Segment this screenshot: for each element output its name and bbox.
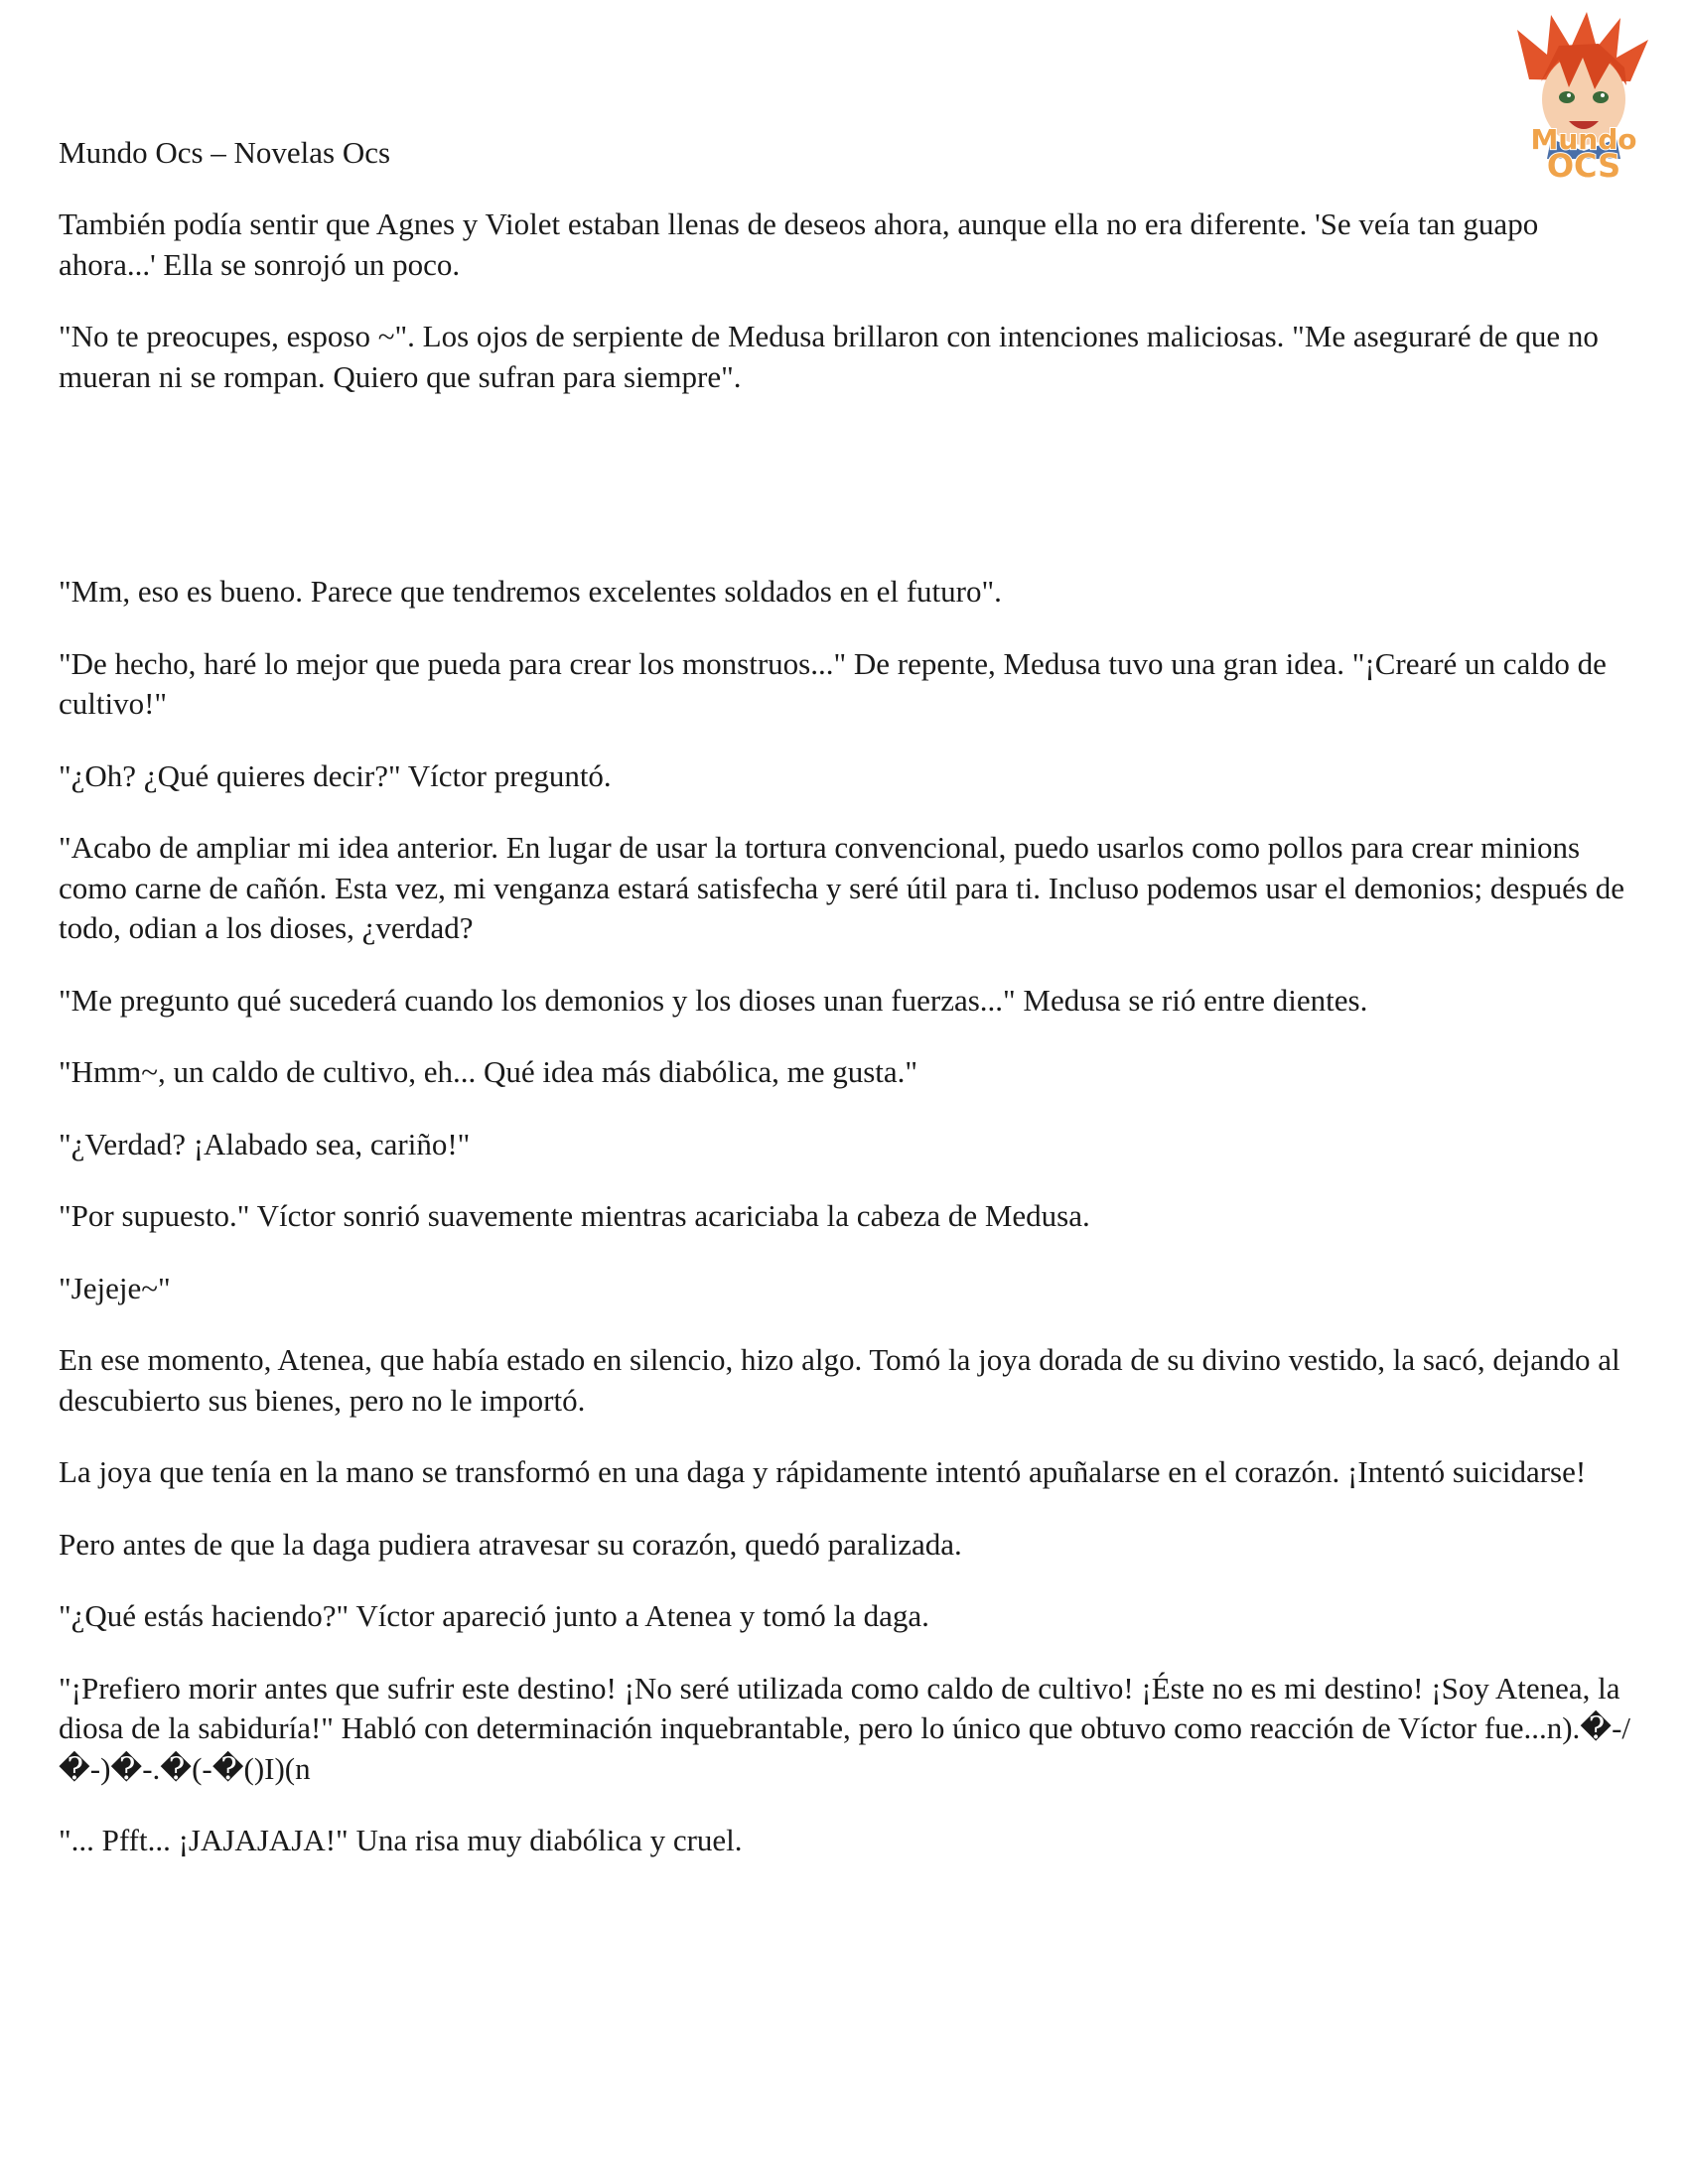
paragraph: "Mm, eso es bueno. Parece que tendremos excelentes soldados en el futuro". (59, 574, 1002, 609)
paragraph: "¡Prefiero morir antes que sufrir este destino! ¡No seré utilizada como caldo de cultivo! ¡Éste no es mi destino! ¡Soy Atenea, la diosa de la sabiduría!" Habló con determinación inquebrantable, pero lo único que obtuvo como reacción de Víctor fue...n).�-/�-)�-.�(-�()I)(n (59, 1670, 1631, 1786)
mundo-ocs-logo (1499, 10, 1668, 184)
paragraph: "Hmm~, un caldo de cultivo, eh... Qué idea más diabólica, me gusta." (59, 1054, 918, 1089)
paragraph: La joya que tenía en la mano se transformó en una daga y rápidamente intentó apuñalarse en el corazón. ¡Intentó suicidarse! (59, 1454, 1587, 1489)
paragraph: "¿Verdad? ¡Alabado sea, cariño!" (59, 1126, 471, 1161)
paragraph: "De hecho, haré lo mejor que pueda para crear los monstruos..." De repente, Medusa tuvo una gran idea. "¡Crearé un caldo de cultivo!" (59, 645, 1607, 721)
document-header: Mundo Ocs – Novelas Ocs (59, 135, 391, 170)
svg-text:OCS: OCS (1546, 147, 1621, 184)
paragraph: También podía sentir que Agnes y Violet estaban llenas de deseos ahora, aunque ella no era diferente. 'Se veía tan guapo ahora...' Ella se sonrojó un poco. (59, 206, 1539, 282)
svg-text:Mundo: Mundo (1530, 123, 1637, 156)
paragraph: "Por supuesto." Víctor sonrió suavemente mientras acariciaba la cabeza de Medusa. (59, 1198, 1090, 1233)
document-body (59, 205, 1637, 1893)
logo-character-icon (1499, 10, 1668, 184)
blank-gap (59, 429, 1637, 572)
paragraph: "Jejeje~" (59, 1270, 171, 1305)
paragraph: "No te preocupes, esposo ~". Los ojos de serpiente de Medusa brillaron con intenciones maliciosas. "Me aseguraré de que no mueran ni se rompan. Quiero que sufran para siempre". (59, 319, 1599, 394)
paragraph: "¿Oh? ¿Qué quieres decir?" Víctor preguntó. (59, 757, 612, 793)
paragraph: En ese momento, Atenea, que había estado en silencio, hizo algo. Tomó la joya dorada de su divino vestido, la sacó, dejando al descubierto sus bienes, pero no le importó. (59, 1342, 1620, 1418)
paragraph: "... Pfft... ¡JAJAJAJA!" Una risa muy diabólica y cruel. (59, 1823, 743, 1857)
paragraph: Pero antes de que la daga pudiera atravesar su corazón, quedó paralizada. (59, 1526, 962, 1562)
paragraph: "Acabo de ampliar mi idea anterior. En lugar de usar la tortura convencional, puedo usarlos como pollos para crear minions como carne de cañón. Esta vez, mi venganza estará satisfecha y seré útil para ti. Incluso podemos usar el demonios; después de todo, odian a los dioses, ¿verdad? (59, 830, 1624, 945)
paragraph: "¿Qué estás haciendo?" Víctor apareció junto a Atenea y tomó la daga. (59, 1598, 929, 1633)
paragraph: "Me pregunto qué sucederá cuando los demonios y los dioses unan fuerzas..." Medusa se rió entre dientes. (59, 982, 1368, 1018)
